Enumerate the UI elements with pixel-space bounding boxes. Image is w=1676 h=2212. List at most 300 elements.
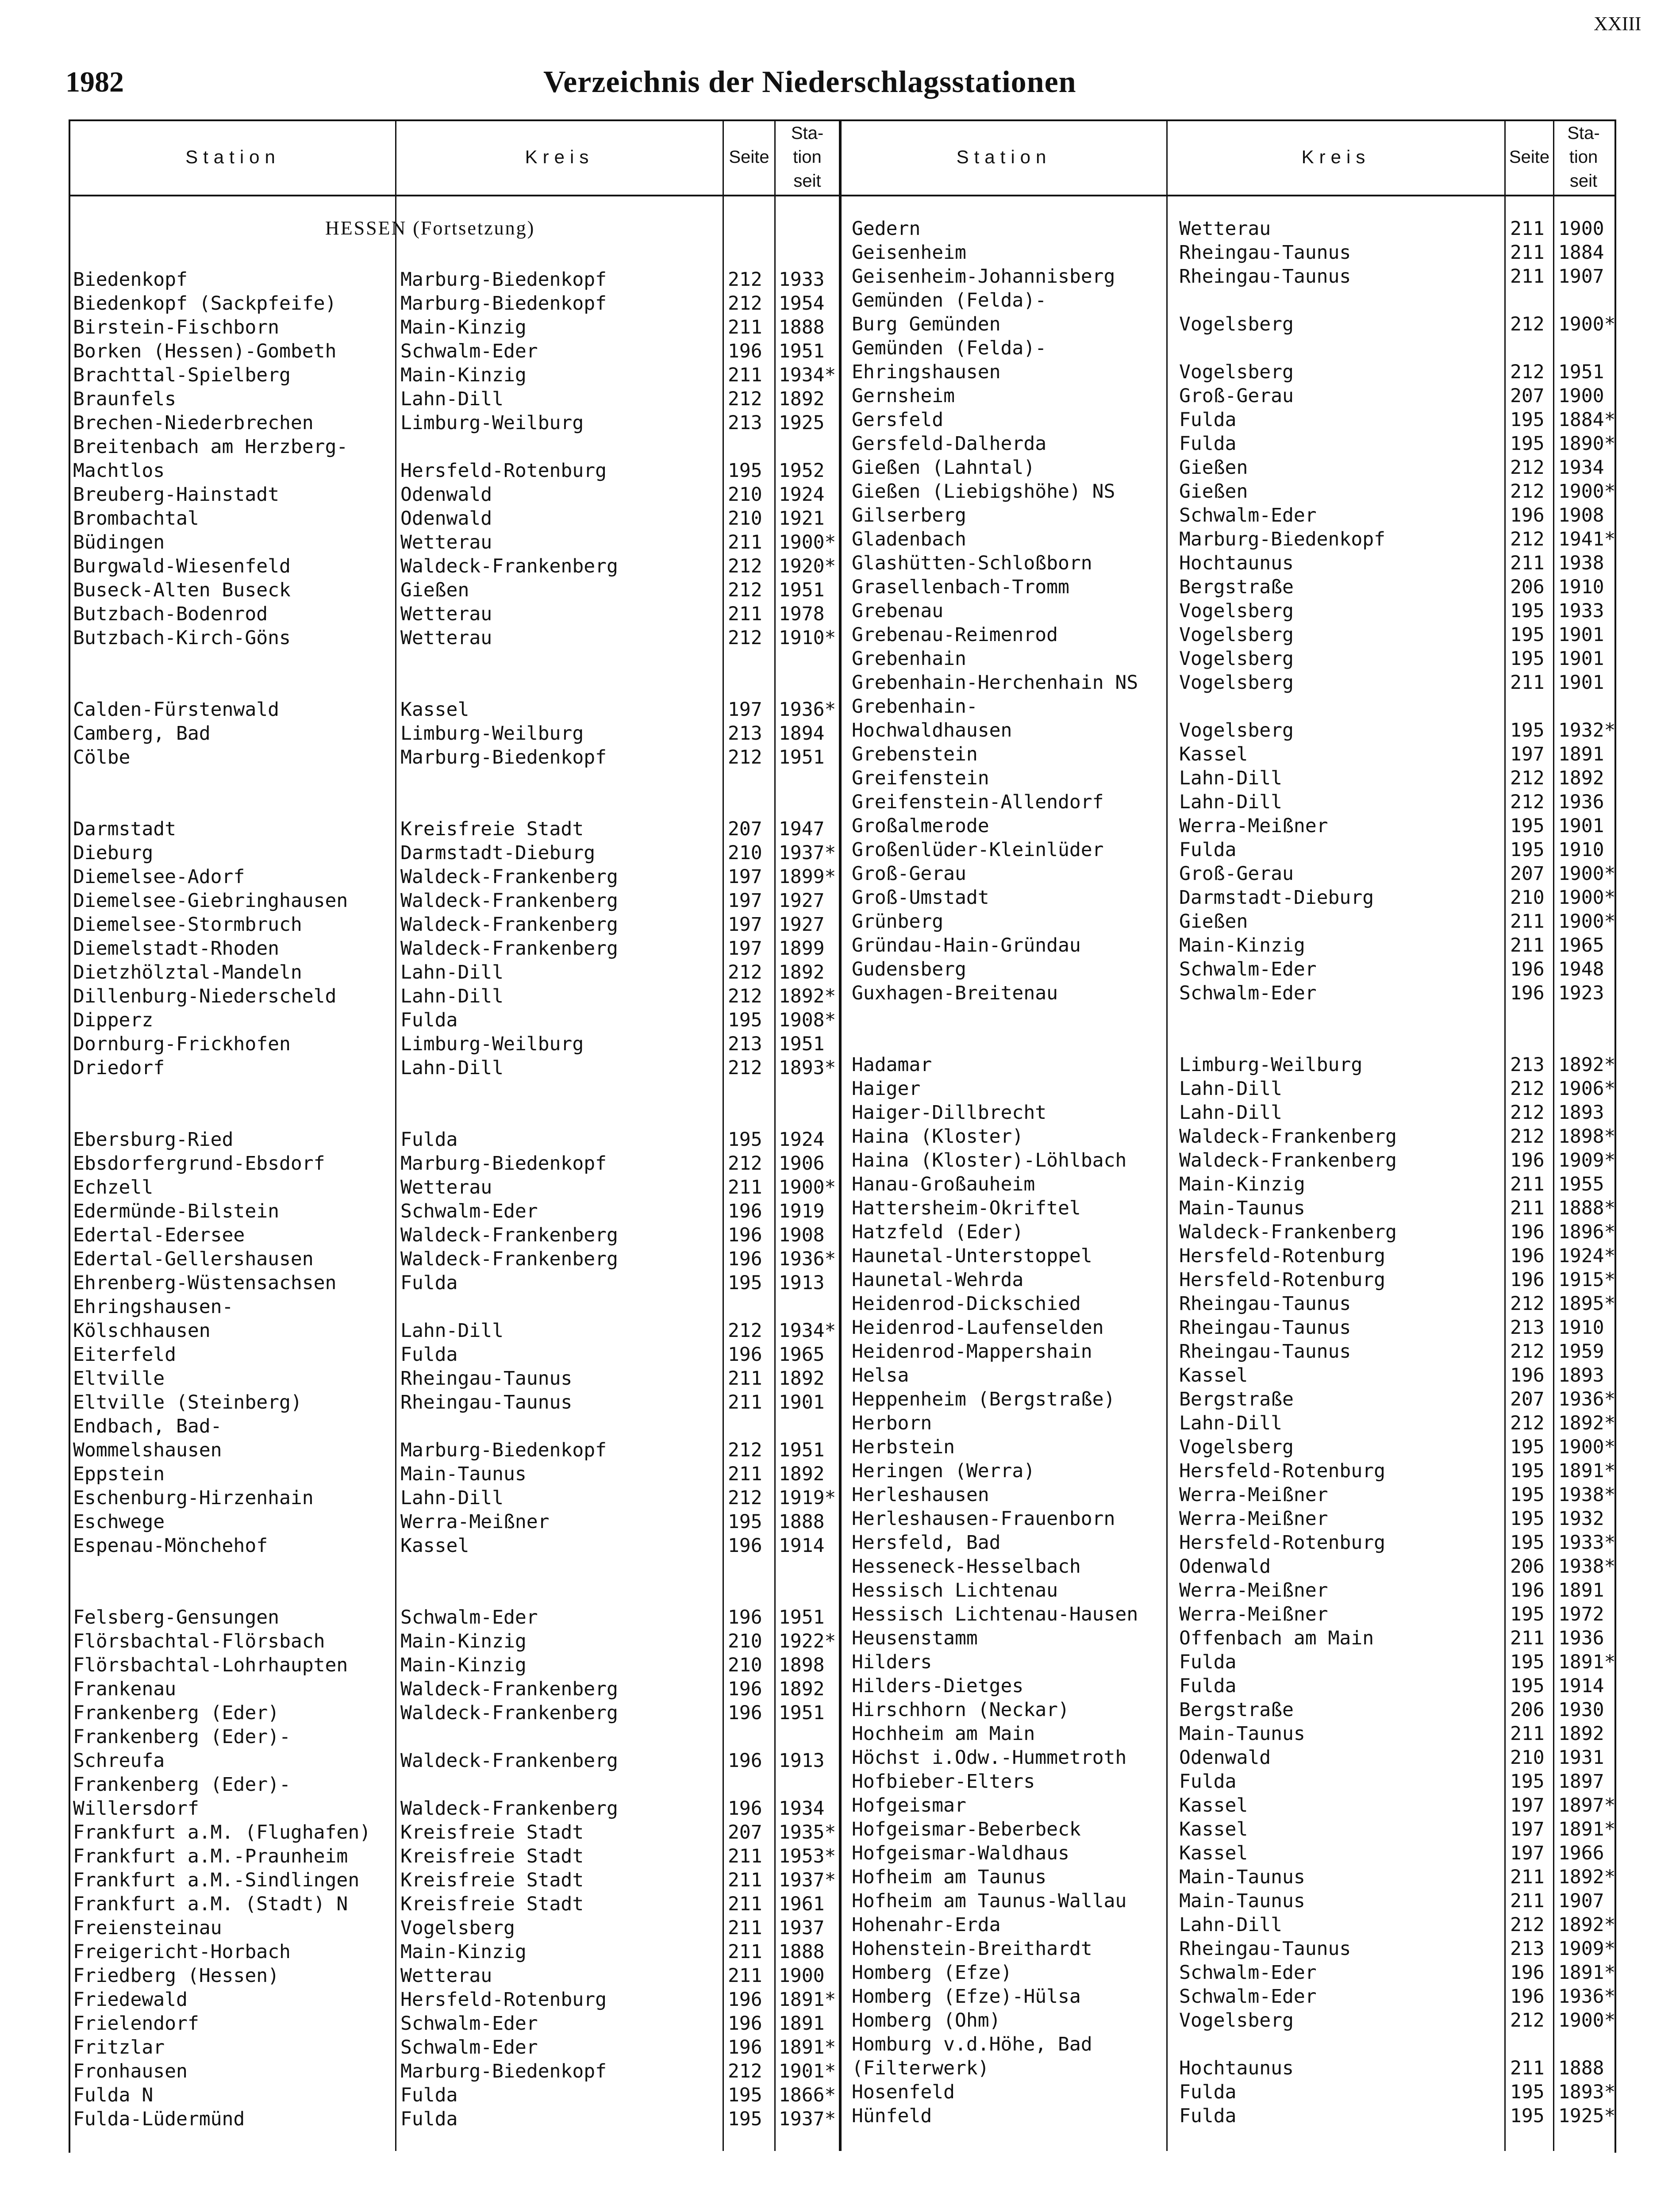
station-name: Hohenstein-Breithardt <box>852 1938 1092 1960</box>
start-year: 1961 <box>779 1893 825 1915</box>
table-row <box>73 1080 836 1104</box>
start-year: 1965 <box>1558 934 1604 956</box>
kreis-name: Gießen <box>1179 910 1248 933</box>
station-name: Grebenau-Reimenrod <box>852 624 1058 646</box>
table-row <box>73 459 836 483</box>
page-number: 211 <box>728 1917 762 1939</box>
kreis-name: Rheingau-Taunus <box>1179 1317 1351 1339</box>
start-year: 1938* <box>1558 1484 1616 1506</box>
station-name: Hilders <box>852 1651 932 1673</box>
kreis-name: Bergstraße <box>1179 1699 1294 1721</box>
station-name: Groß-Umstadt <box>852 887 989 909</box>
table-row <box>73 960 836 984</box>
kreis-name: Marburg-Biedenkopf <box>400 269 607 291</box>
table-row <box>73 387 836 411</box>
kreis-name: Waldeck-Frankenberg <box>1179 1221 1397 1243</box>
start-year: 1907 <box>1558 1890 1604 1912</box>
roman-page-number: XXIII <box>1594 13 1641 35</box>
start-year: 1951 <box>1558 361 1604 383</box>
kreis-name: Fulda <box>1179 2081 1237 2103</box>
station-name: Frankfurt a.M. (Stadt) N <box>73 1893 348 1915</box>
station-name: Hattersheim-Okriftel <box>852 1197 1081 1219</box>
kreis-name: Fulda <box>400 2084 458 2106</box>
kreis-name: Kreisfreie Stadt <box>400 1893 584 1915</box>
table-row <box>73 1128 836 1152</box>
start-year: 1931 <box>1558 1747 1604 1769</box>
start-year: 1924* <box>1558 1245 1616 1267</box>
table-row <box>73 1104 836 1128</box>
kreis-name: Vogelsberg <box>1179 1436 1294 1458</box>
start-year: 1951 <box>779 1702 825 1724</box>
page-number: 195 <box>1510 600 1545 622</box>
page-number: 197 <box>728 914 762 936</box>
table-row <box>852 1841 1611 1865</box>
center-divider <box>839 119 842 2151</box>
start-year: 1966 <box>1558 1842 1604 1864</box>
start-year: 1910 <box>1558 576 1604 598</box>
station-name: Homberg (Ohm) <box>852 2009 1001 2032</box>
start-year: 1955 <box>1558 1173 1604 1195</box>
kreis-name: Marburg-Biedenkopf <box>400 1152 607 1175</box>
page-number: 195 <box>1510 1508 1545 1530</box>
kreis-name: Fulda <box>400 1344 458 1366</box>
kreis-name: Lahn-Dill <box>400 985 504 1007</box>
start-year: 1908 <box>779 1224 825 1246</box>
kreis-name: Kassel <box>400 1535 469 1557</box>
page-number: 195 <box>1510 1484 1545 1506</box>
station-name: Gedern <box>852 218 921 240</box>
kreis-name: Lahn-Dill <box>1179 1914 1282 1936</box>
kreis-name: Lahn-Dill <box>400 1057 504 1079</box>
station-name: Hochheim am Main <box>852 1723 1035 1745</box>
table-row <box>852 432 1616 456</box>
start-year: 1901 <box>1558 672 1604 694</box>
kreis-name: Darmstadt-Dieburg <box>400 842 596 864</box>
start-year: 1901 <box>779 1391 825 1413</box>
start-year: 1888 <box>779 1511 825 1533</box>
start-year: 1901 <box>1558 648 1604 670</box>
start-year: 1936* <box>1558 1388 1616 1410</box>
page-number: 211 <box>728 531 762 553</box>
kreis-name: Odenwald <box>400 507 492 530</box>
station-name: Driedorf <box>73 1057 165 1079</box>
table-row <box>852 1005 1611 1029</box>
station-name: Buseck-Alten Buseck <box>73 579 291 601</box>
page-number: 212 <box>728 555 762 577</box>
page-number: 197 <box>728 699 762 721</box>
page-number: 196 <box>728 2012 762 2035</box>
table-row <box>73 1056 836 1080</box>
station-name: Fulda-Lüdermünd <box>73 2108 245 2130</box>
table-row <box>73 2012 836 2035</box>
station-name: Hofheim am Taunus <box>852 1866 1047 1888</box>
page-number: 213 <box>728 722 762 745</box>
kreis-name: Rheingau-Taunus <box>1179 242 1351 264</box>
station-name: Frankfurt a.M. (Flughafen) <box>73 1821 371 1843</box>
station-name: Dornburg-Frickhofen <box>73 1033 291 1055</box>
table-row <box>73 937 836 960</box>
table-row <box>852 623 1611 647</box>
station-name: Borken (Hessen)-Gombeth <box>73 340 337 362</box>
table-row <box>73 1319 836 1343</box>
table-row <box>852 2032 1611 2056</box>
header-seite: Seite <box>729 147 769 167</box>
start-year: 1866* <box>779 2084 836 2106</box>
page-number: 195 <box>1510 1532 1545 1554</box>
table-row <box>852 742 1611 766</box>
page-number: 206 <box>1510 1555 1545 1578</box>
page-number: 195 <box>1510 815 1545 837</box>
station-name: Frankenberg (Eder)- <box>73 1774 291 1796</box>
start-year: 1892 <box>779 388 825 410</box>
page-number: 197 <box>1510 743 1545 765</box>
station-name: Eppstein <box>73 1463 165 1485</box>
page-number: 207 <box>728 1821 762 1843</box>
table-row <box>73 268 836 292</box>
page-number: 212 <box>728 961 762 983</box>
start-year: 1907 <box>1558 265 1604 288</box>
table-row <box>852 1674 1611 1698</box>
header-seit-line: tion <box>793 147 822 167</box>
kreis-name: Waldeck-Frankenberg <box>400 1224 618 1246</box>
station-name: Greifenstein <box>852 767 989 789</box>
page-title: Verzeichnis der Niederschlagsstationen <box>543 65 1076 99</box>
table-row <box>73 578 836 602</box>
start-year: 1910 <box>1558 839 1604 861</box>
kreis-name: Main-Taunus <box>1179 1197 1305 1219</box>
table-row <box>73 1343 836 1367</box>
kreis-name: Lahn-Dill <box>1179 1412 1282 1434</box>
station-name: Hosenfeld <box>852 2081 955 2103</box>
page-number: 211 <box>728 1893 762 1915</box>
start-year: 1892 <box>779 1367 825 1390</box>
start-year: 1893 <box>1558 1102 1604 1124</box>
station-name: (Filterwerk) <box>852 2057 989 2079</box>
kreis-name: Hochtaunus <box>1179 552 1294 574</box>
page-number: 212 <box>728 746 762 768</box>
page-number: 213 <box>1510 1054 1545 1076</box>
start-year: 1899* <box>779 866 836 888</box>
table-row <box>852 288 1611 312</box>
table-row <box>852 1172 1611 1196</box>
kreis-name: Kreisfreie Stadt <box>400 1845 584 1867</box>
station-name: Großalmerode <box>852 815 989 837</box>
table-row <box>73 1462 836 1486</box>
kreis-name: Main-Kinzig <box>1179 934 1305 956</box>
station-name: Schreufa <box>73 1750 165 1772</box>
start-year: 1927 <box>779 890 825 912</box>
station-name: Haiger-Dillbrecht <box>852 1102 1047 1124</box>
table-row <box>73 913 836 937</box>
start-year: 1951 <box>779 1439 825 1461</box>
station-name: Breitenbach am Herzberg- <box>73 436 348 458</box>
table-row <box>73 483 836 507</box>
start-year: 1900* <box>1558 1436 1616 1458</box>
page-number: 195 <box>1510 2081 1545 2103</box>
start-year: 1959 <box>1558 1340 1604 1363</box>
start-year: 1906 <box>779 1152 825 1175</box>
kreis-name: Wetterau <box>1179 218 1271 240</box>
station-name: Gründau-Hain-Gründau <box>852 934 1081 956</box>
kreis-name: Schwalm-Eder <box>400 1606 538 1628</box>
table-row <box>852 1316 1611 1340</box>
table-row <box>73 554 836 578</box>
station-name: Fulda N <box>73 2084 154 2106</box>
page-number: 195 <box>1510 1460 1545 1482</box>
table-row <box>852 1913 1616 1937</box>
kreis-name: Schwalm-Eder <box>400 2012 538 2035</box>
station-name: Grebenau <box>852 600 944 622</box>
page-number: 212 <box>728 269 762 291</box>
kreis-name: Lahn-Dill <box>1179 791 1282 813</box>
station-name: Hessisch Lichtenau-Hausen <box>852 1603 1138 1625</box>
station-name: Brachttal-Spielberg <box>73 364 291 386</box>
page-number: 196 <box>728 1344 762 1366</box>
kreis-name: Kassel <box>1179 1818 1248 1840</box>
start-year: 1888 <box>1558 2057 1604 2079</box>
kreis-name: Werra-Meißner <box>1179 815 1328 837</box>
station-name: Friedewald <box>73 1989 188 2011</box>
table-row <box>852 1578 1611 1602</box>
station-name: Frankfurt a.M.-Sindlingen <box>73 1869 360 1891</box>
kreis-name: Rheingau-Taunus <box>400 1367 573 1390</box>
page-number: 196 <box>1510 1149 1545 1171</box>
table-row <box>73 1032 836 1056</box>
page-number: 195 <box>728 2108 762 2130</box>
kreis-name: Main-Kinzig <box>400 364 527 386</box>
start-year: 1895* <box>1558 1293 1616 1315</box>
page-number: 196 <box>1510 1985 1545 2008</box>
station-name: Ebersburg-Ried <box>73 1129 234 1151</box>
table-row <box>73 2107 836 2131</box>
page-number: 196 <box>1510 1962 1545 1984</box>
start-year: 1952 <box>779 460 825 482</box>
table-row <box>73 2083 836 2107</box>
table-row <box>73 793 836 817</box>
start-year: 1933* <box>1558 1532 1616 1554</box>
start-year: 1936* <box>1558 1985 1616 2008</box>
header-rule <box>69 195 1616 196</box>
start-year: 1892* <box>1558 1054 1616 1076</box>
kreis-name: Kreisfreie Stadt <box>400 1869 584 1891</box>
table-row <box>73 1175 836 1199</box>
kreis-name: Werra-Meißner <box>1179 1508 1328 1530</box>
page-number: 197 <box>728 890 762 912</box>
station-name: Heidenrod-Laufenselden <box>852 1317 1104 1339</box>
page-number: 211 <box>1510 2057 1545 2079</box>
kreis-name: Hersfeld-Rotenburg <box>1179 1269 1385 1291</box>
start-year: 1891 <box>1558 1579 1604 1601</box>
table-row <box>852 2008 1616 2032</box>
page-number: 196 <box>728 1200 762 1222</box>
start-year: 1921 <box>779 507 825 530</box>
station-name: Homburg v.d.Höhe, Bad <box>852 2033 1092 2055</box>
start-year: 1937* <box>779 2108 836 2130</box>
start-year: 1891* <box>779 1989 836 2011</box>
start-year: 1925 <box>779 412 825 434</box>
start-year: 1913 <box>779 1272 825 1294</box>
table-row <box>73 1773 836 1797</box>
page-number: 196 <box>1510 1269 1545 1291</box>
table-row <box>852 1626 1611 1650</box>
page-number: 212 <box>728 627 762 649</box>
table-row <box>73 1629 836 1653</box>
start-year: 1937* <box>779 1869 836 1891</box>
table-row <box>852 1244 1616 1268</box>
page-number: 211 <box>728 1391 762 1413</box>
kreis-name: Vogelsberg <box>1179 719 1294 741</box>
station-name: Hatzfeld (Eder) <box>852 1221 1024 1243</box>
station-name: Biedenkopf <box>73 269 188 291</box>
table-row <box>73 363 836 387</box>
station-name: Braunfels <box>73 388 176 410</box>
kreis-name: Vogelsberg <box>1179 672 1294 694</box>
kreis-name: Marburg-Biedenkopf <box>400 2060 607 2082</box>
kreis-name: Waldeck-Frankenberg <box>400 1797 618 1820</box>
station-name: Echzell <box>73 1176 154 1198</box>
table-row <box>73 1008 836 1032</box>
page-number: 213 <box>1510 1938 1545 1960</box>
start-year: 1908 <box>1558 504 1604 526</box>
table-row <box>852 1507 1611 1531</box>
start-year: 1900* <box>1558 887 1616 909</box>
table-row <box>852 1148 1616 1172</box>
start-year: 1906* <box>1558 1078 1616 1100</box>
kreis-name: Gießen <box>1179 480 1248 503</box>
kreis-name: Lahn-Dill <box>400 1487 504 1509</box>
table-row <box>73 1390 836 1414</box>
page-number: 195 <box>728 1511 762 1533</box>
start-year: 1965 <box>779 1344 825 1366</box>
page-number: 212 <box>1510 1340 1545 1363</box>
page-number: 212 <box>728 292 762 315</box>
kreis-name: Schwalm-Eder <box>1179 982 1317 1004</box>
table-row <box>73 1271 836 1295</box>
table-row <box>852 910 1616 933</box>
page-number: 211 <box>728 1845 762 1867</box>
start-year: 1900* <box>1558 2009 1616 2032</box>
start-year: 1900 <box>1558 385 1604 407</box>
table-row <box>852 1292 1616 1316</box>
header-seit-line: seit <box>793 171 821 191</box>
kreis-name: Lahn-Dill <box>1179 1078 1282 1100</box>
header-kreis: Kreis <box>1301 146 1371 167</box>
kreis-name: Kreisfreie Stadt <box>400 818 584 840</box>
page-number: 195 <box>1510 433 1545 455</box>
table-row <box>852 1985 1616 2008</box>
kreis-name: Werra-Meißner <box>1179 1484 1328 1506</box>
start-year: 1924 <box>779 484 825 506</box>
station-name: Felsberg-Gensungen <box>73 1606 279 1628</box>
station-name: Gladenbach <box>852 528 966 550</box>
kreis-name: Main-Taunus <box>400 1463 527 1485</box>
station-name: Diemelsee-Adorf <box>73 866 245 888</box>
section-label: HESSEN (Fortsetzung) <box>325 217 535 239</box>
table-row <box>852 1125 1616 1148</box>
start-year: 1893 <box>1558 1364 1604 1386</box>
station-name: Eltville (Steinberg) <box>73 1391 302 1413</box>
table-row <box>73 722 836 745</box>
table-row <box>852 671 1611 695</box>
page-number: 210 <box>728 484 762 506</box>
kreis-name: Vogelsberg <box>1179 313 1294 335</box>
kreis-name: Marburg-Biedenkopf <box>1179 528 1385 550</box>
kreis-name: Wetterau <box>400 1965 492 1987</box>
kreis-name: Limburg-Weilburg <box>400 1033 584 1055</box>
page-number: 196 <box>1510 982 1545 1004</box>
station-name: Heringen (Werra) <box>852 1460 1035 1482</box>
start-year: 1891 <box>779 2012 825 2035</box>
station-name: Hesseneck-Hesselbach <box>852 1555 1081 1578</box>
kreis-name: Waldeck-Frankenberg <box>400 914 618 936</box>
page-number: 211 <box>728 316 762 338</box>
kreis-name: Lahn-Dill <box>400 388 504 410</box>
start-year: 1888 <box>779 316 825 338</box>
table-row <box>73 1223 836 1247</box>
table-row <box>852 1101 1611 1125</box>
start-year: 1892 <box>1558 767 1604 789</box>
page-number: 212 <box>728 1057 762 1079</box>
page-number: 207 <box>728 818 762 840</box>
header-seit-line: tion <box>1569 147 1598 167</box>
table-row <box>73 1414 836 1438</box>
page-number: 207 <box>1510 385 1545 407</box>
station-name: Haina (Kloster) <box>852 1125 1024 1148</box>
kreis-name: Waldeck-Frankenberg <box>1179 1125 1397 1148</box>
start-year: 1892 <box>779 961 825 983</box>
page-number: 195 <box>1510 719 1545 741</box>
start-year: 1951 <box>779 746 825 768</box>
table-row <box>852 1961 1616 1985</box>
page-number: 196 <box>728 1535 762 1557</box>
table-row <box>73 1247 836 1271</box>
station-name: Geisenheim-Johannisberg <box>852 265 1115 288</box>
kreis-name: Waldeck-Frankenberg <box>400 1248 618 1270</box>
station-name: Heppenheim (Bergstraße) <box>852 1388 1115 1410</box>
page-number: 196 <box>728 1989 762 2011</box>
table-row <box>73 1582 836 1605</box>
table-row <box>852 2080 1616 2104</box>
table-row <box>73 1749 836 1773</box>
station-name: Flörsbachtal-Lohrhaupten <box>73 1654 348 1676</box>
page-number: 211 <box>728 364 762 386</box>
page-number: 212 <box>1510 480 1545 503</box>
page-number: 195 <box>1510 409 1545 431</box>
page-number: 197 <box>728 937 762 960</box>
table-row <box>852 1531 1616 1555</box>
start-year: 1900 <box>779 1965 825 1987</box>
kreis-name: Vogelsberg <box>1179 2009 1294 2032</box>
start-year: 1947 <box>779 818 825 840</box>
station-name: Heidenrod-Mappershain <box>852 1340 1092 1363</box>
table-row <box>852 551 1611 575</box>
page-number: 196 <box>728 1248 762 1270</box>
table-row <box>73 292 836 315</box>
station-name: Grasellenbach-Tromm <box>852 576 1069 598</box>
page-number: 211 <box>1510 1866 1545 1888</box>
table-row <box>852 1889 1611 1913</box>
start-year: 1892* <box>1558 1914 1616 1936</box>
table-row <box>852 1363 1611 1387</box>
station-name: Grünberg <box>852 910 944 933</box>
page-number: 195 <box>1510 624 1545 646</box>
start-year: 1894 <box>779 722 825 745</box>
start-year: 1951 <box>779 340 825 362</box>
kreis-name: Main-Kinzig <box>400 316 527 338</box>
station-name: Hilders-Dietges <box>852 1675 1024 1697</box>
page-number: 211 <box>1510 672 1545 694</box>
station-name: Endbach, Bad- <box>73 1415 222 1437</box>
